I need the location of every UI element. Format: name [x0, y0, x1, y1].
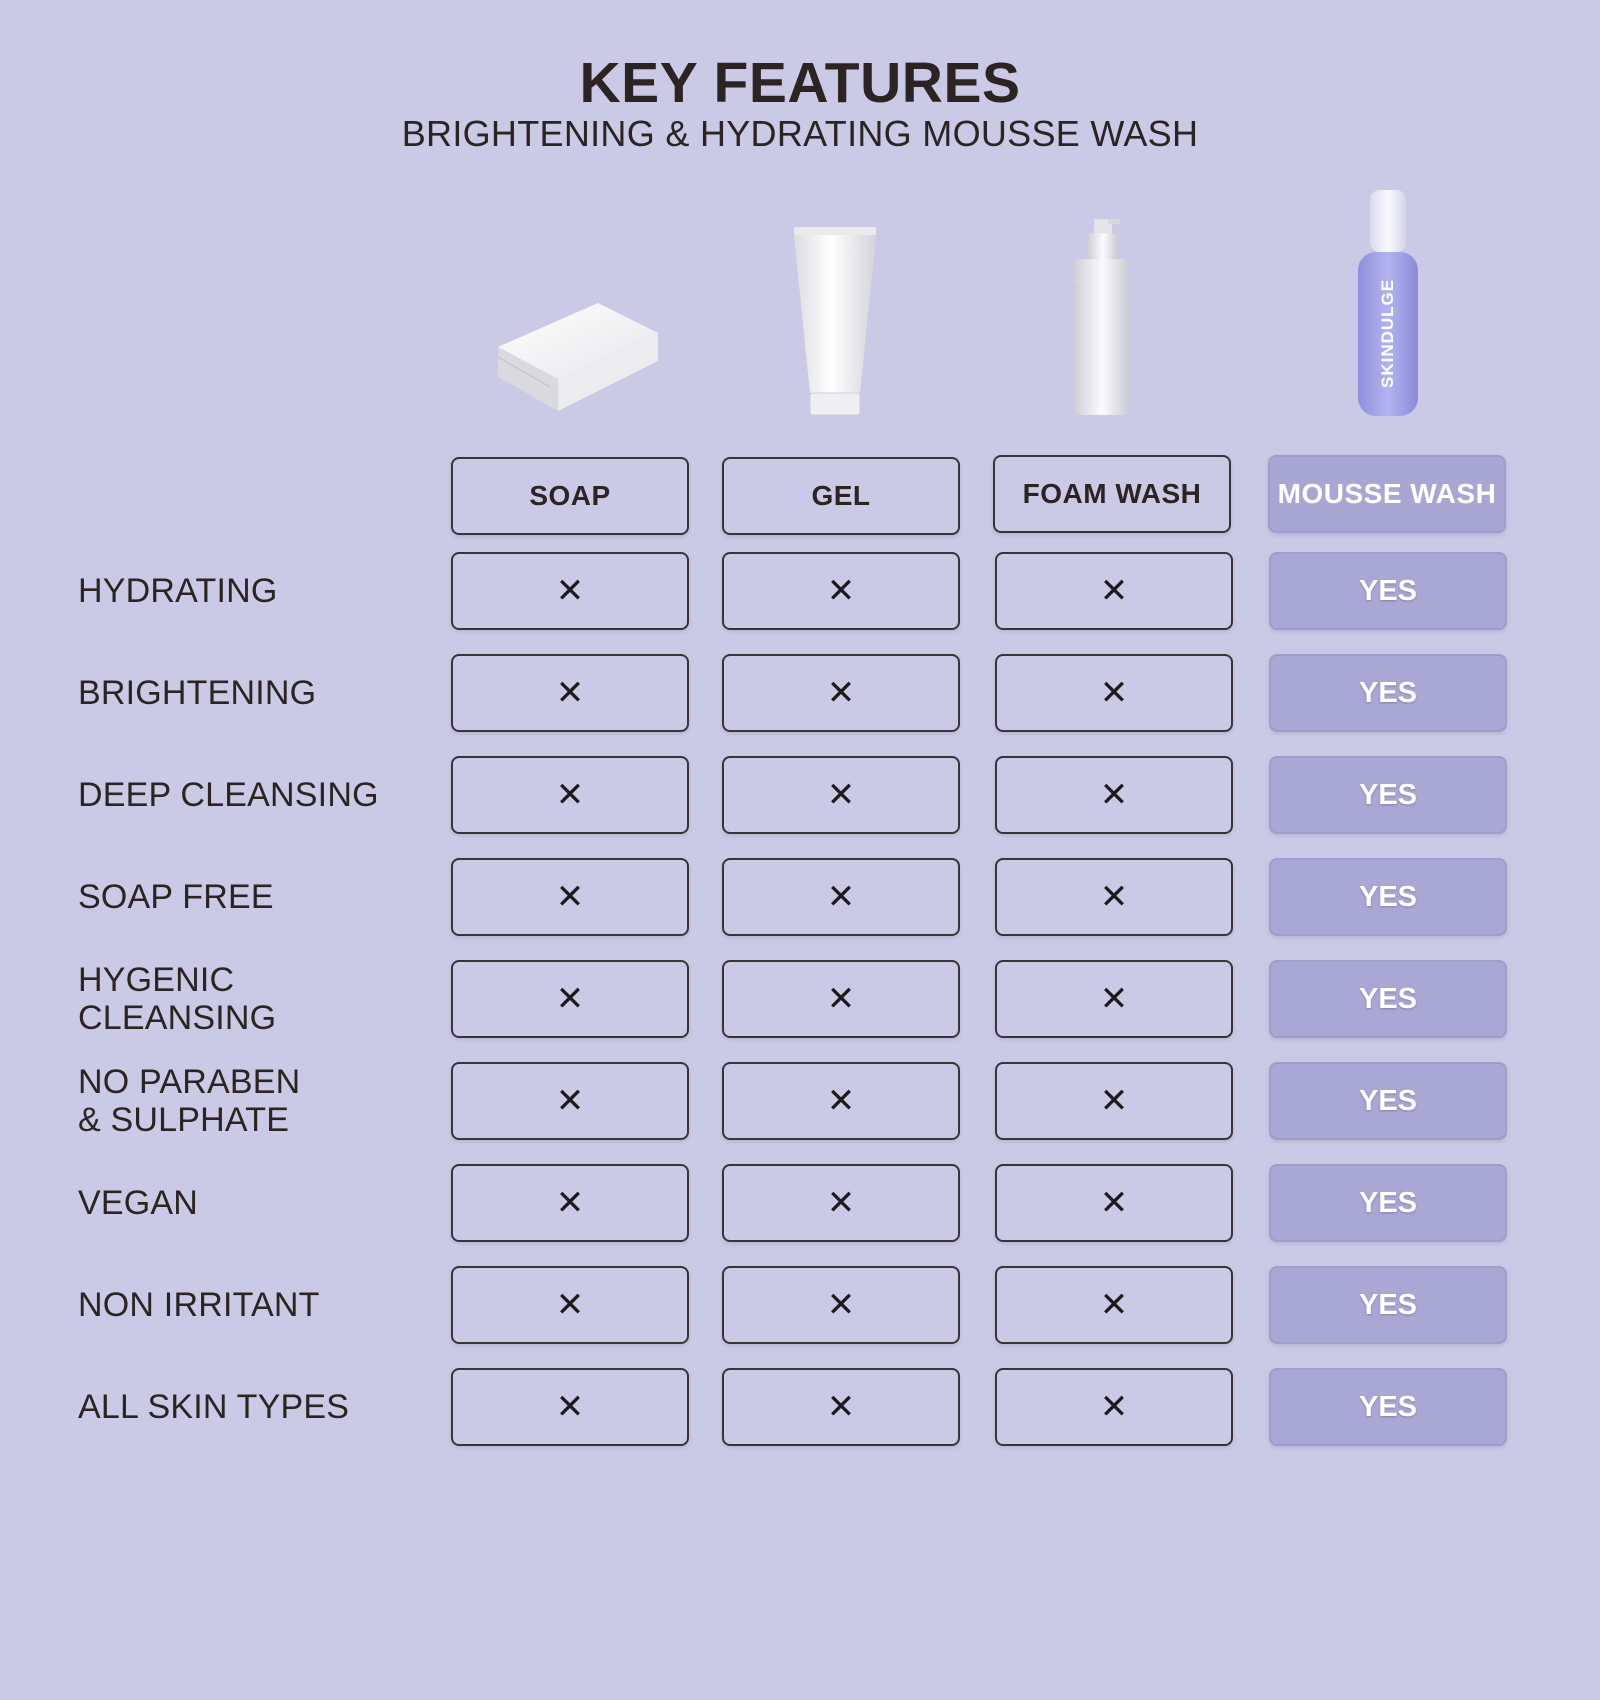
cross-cell — [995, 1266, 1233, 1344]
cross-icon: ✕ — [826, 877, 856, 917]
cross-icon: ✕ — [1099, 979, 1129, 1019]
cross-cell — [722, 552, 960, 630]
row-label-deep-cleansing: DEEP CLEANSING — [78, 776, 379, 814]
cross-cell — [995, 1164, 1233, 1242]
cross-cell — [451, 654, 689, 732]
cross-cell — [995, 1062, 1233, 1140]
yes-label: YES — [1358, 1390, 1418, 1423]
cross-icon: ✕ — [1099, 1081, 1129, 1121]
page-subtitle: BRIGHTENING & HYDRATING MOUSSE WASH — [401, 113, 1199, 154]
cross-icon: ✕ — [555, 1387, 585, 1427]
yes-cell — [1269, 1164, 1507, 1242]
cross-icon: ✕ — [555, 877, 585, 917]
cross-icon: ✕ — [555, 1183, 585, 1223]
cross-icon: ✕ — [1099, 877, 1129, 917]
yes-cell — [1269, 858, 1507, 936]
cross-cell — [451, 960, 689, 1038]
cross-icon: ✕ — [555, 1081, 585, 1121]
yes-cell — [1269, 756, 1507, 834]
yes-label: YES — [1358, 574, 1418, 607]
column-header-foam-wash: FOAM WASH — [993, 455, 1231, 533]
cross-cell — [722, 654, 960, 732]
yes-label: YES — [1358, 1186, 1418, 1219]
foam-pump-bottle-image — [1070, 215, 1135, 420]
yes-cell — [1269, 960, 1507, 1038]
row-label-hygenic-cleansing: HYGENIC CLEANSING — [78, 961, 277, 1037]
cross-icon: ✕ — [1099, 571, 1129, 611]
cross-cell — [722, 1368, 960, 1446]
cross-cell — [451, 552, 689, 630]
cross-cell — [722, 960, 960, 1038]
yes-cell — [1269, 1062, 1507, 1140]
cross-icon: ✕ — [555, 571, 585, 611]
column-header-mousse-wash: MOUSSE WASH — [1268, 455, 1506, 533]
cross-icon: ✕ — [826, 1387, 856, 1427]
cross-cell — [722, 1266, 960, 1344]
cross-cell — [722, 858, 960, 936]
cross-cell — [451, 1368, 689, 1446]
cross-cell — [451, 1062, 689, 1140]
page-title: KEY FEATURES — [579, 51, 1021, 115]
row-label-all-skin-types: ALL SKIN TYPES — [78, 1388, 350, 1426]
cross-cell — [451, 756, 689, 834]
cross-icon: ✕ — [1099, 775, 1129, 815]
cross-icon: ✕ — [555, 775, 585, 815]
column-header-soap: SOAP — [451, 457, 689, 535]
cross-cell — [995, 654, 1233, 732]
yes-label: YES — [1358, 1288, 1418, 1321]
cross-icon: ✕ — [826, 979, 856, 1019]
cross-icon: ✕ — [826, 1183, 856, 1223]
yes-cell — [1269, 1368, 1507, 1446]
row-label-non-irritant: NON IRRITANT — [78, 1286, 320, 1324]
cross-cell — [451, 1266, 689, 1344]
yes-cell — [1269, 552, 1507, 630]
yes-label: YES — [1358, 778, 1418, 811]
cross-icon: ✕ — [1099, 1285, 1129, 1325]
row-label-no-paraben-sulphate: NO PARABEN & SULPHATE — [78, 1063, 301, 1139]
soap-bar-image — [490, 295, 670, 420]
yes-cell — [1269, 1266, 1507, 1344]
row-label-soap-free: SOAP FREE — [78, 878, 274, 916]
mousse-wash-bottle-image — [1350, 188, 1425, 420]
yes-cell — [1269, 654, 1507, 732]
cross-cell — [722, 1164, 960, 1242]
row-label-brightening: BRIGHTENING — [78, 674, 317, 712]
cross-cell — [995, 858, 1233, 936]
cross-icon: ✕ — [826, 673, 856, 713]
cross-cell — [722, 1062, 960, 1140]
cross-icon: ✕ — [826, 1285, 856, 1325]
cross-icon: ✕ — [826, 1081, 856, 1121]
yes-label: YES — [1358, 880, 1418, 913]
yes-label: YES — [1358, 676, 1418, 709]
cross-cell — [995, 960, 1233, 1038]
cross-cell — [995, 756, 1233, 834]
cross-cell — [451, 1164, 689, 1242]
cross-icon: ✕ — [1099, 1387, 1129, 1427]
cross-cell — [995, 552, 1233, 630]
row-label-vegan: VEGAN — [78, 1184, 199, 1222]
cross-cell — [722, 756, 960, 834]
cross-icon: ✕ — [1099, 673, 1129, 713]
cross-icon: ✕ — [1099, 1183, 1129, 1223]
cross-cell — [995, 1368, 1233, 1446]
gel-tube-image — [790, 225, 880, 420]
cross-icon: ✕ — [555, 979, 585, 1019]
column-header-gel: GEL — [722, 457, 960, 535]
cross-icon: ✕ — [826, 775, 856, 815]
cross-icon: ✕ — [826, 571, 856, 611]
row-label-hydrating: HYDRATING — [78, 572, 278, 610]
cross-icon: ✕ — [555, 673, 585, 713]
yes-label: YES — [1358, 982, 1418, 1015]
cross-icon: ✕ — [555, 1285, 585, 1325]
svg-text:SKINDULGE: SKINDULGE — [1378, 278, 1397, 388]
yes-label: YES — [1358, 1084, 1418, 1117]
cross-cell — [451, 858, 689, 936]
